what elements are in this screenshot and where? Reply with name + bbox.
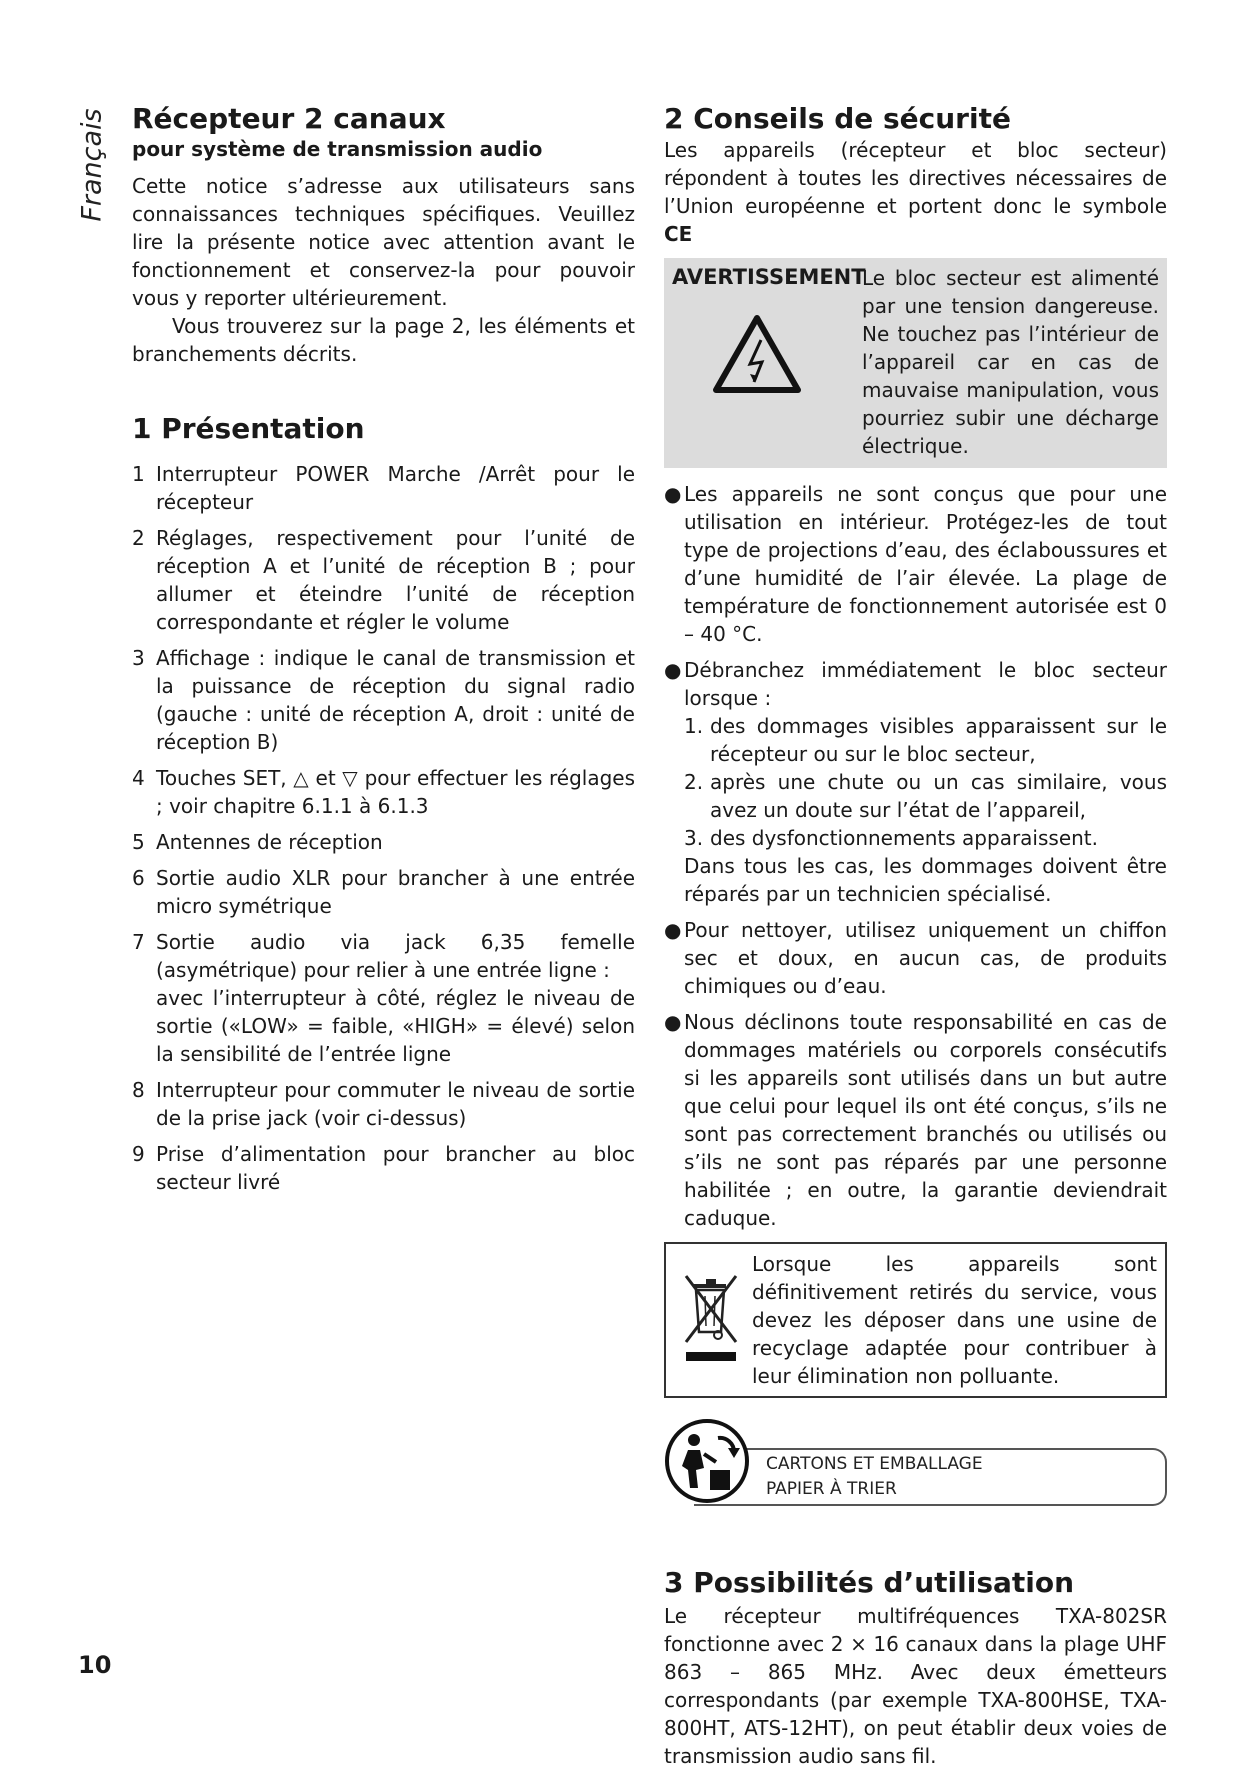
item-number: 6 bbox=[132, 866, 145, 890]
packaging-line-1: CARTONS ET EMBALLAGE bbox=[766, 1454, 983, 1474]
bullet-text: Nous déclinons toute responsabilité en cas de dommages matériels ou corporels consécutifs si les appareils sont utilisés dans un but autre que celui pour lequel ils ont été conçus, s’ils ne sont pas correctement branchés ou utilisés ou s’ils ne sont pas réparés par une personne habilitée ; en outre, la garantie deviendrait caduque. bbox=[684, 1010, 1167, 1230]
list-item bbox=[132, 828, 635, 856]
item-text: Interrupteur POWER Marche /Arrêt pour le récepteur bbox=[156, 462, 635, 514]
high-voltage-warning-icon bbox=[712, 314, 802, 394]
bullet-text: Pour nettoyer, utilisez uniquement un chiffon sec et doux, en aucun cas, de produits chimiques ou d’eau. bbox=[684, 918, 1167, 998]
sub-list-item bbox=[684, 824, 1167, 852]
item-text: Sortie audio via jack 6,35 femelle (asymétrique) pour relier à une entrée ligne : bbox=[156, 930, 635, 982]
safety-list bbox=[664, 480, 1167, 1232]
sub-item-text: des dommages visibles apparaissent sur le récepteur ou sur le bloc secteur, bbox=[710, 714, 1167, 766]
weee-text: Lorsque les appareils sont définitivement retirés du service, vous devez les déposer dans une usine de recyclage adaptée pour contribuer à leur élimination non polluante. bbox=[752, 1252, 1157, 1388]
list-item bbox=[664, 1008, 1167, 1232]
section-2-heading: 2 Conseils de sécurité bbox=[664, 102, 1011, 135]
intro-paragraph-2: Vous trouverez sur la page 2, les éléments et branchements décrits. bbox=[132, 314, 635, 366]
bullet-icon: ● bbox=[664, 918, 682, 942]
unplug-conditions-list bbox=[684, 712, 1167, 852]
sub-item-text: des dysfonctionnements apparaissent. bbox=[710, 826, 1099, 850]
packaging-text bbox=[766, 1452, 983, 1502]
list-item bbox=[132, 864, 635, 920]
left-column bbox=[132, 102, 635, 1204]
bullet-icon: ● bbox=[664, 658, 682, 682]
sub-list-item bbox=[684, 712, 1167, 768]
language-label: Français bbox=[76, 108, 108, 222]
item-text: Affichage : indique le canal de transmission et la puissance de réception du signal radio (gauche : unité de réception A, droit : unité de réception B) bbox=[156, 646, 635, 754]
item-text: Réglages, respectivement pour l’unité de réception A et l’unité de réception B ; pour allumer et éteindre l’unité de réception correspondante et régler le volume bbox=[156, 526, 635, 634]
item-text: Prise d’alimentation pour brancher au bloc secteur livré bbox=[156, 1142, 635, 1194]
item-text: Interrupteur pour commuter le niveau de sortie de la prise jack (voir ci-dessus) bbox=[156, 1078, 635, 1130]
bullet-text: Les appareils ne sont conçus que pour une utilisation en intérieur. Protégez-les de tout type de projections d’eau, des éclaboussures et d’une humidité de l’air élevée. La plage de température de fonctionnement autorisée est 0 – 40 °C. bbox=[684, 482, 1167, 646]
weee-disposal-box bbox=[664, 1242, 1167, 1398]
item-number: 9 bbox=[132, 1142, 145, 1166]
section-1-heading: 1 Présentation bbox=[132, 412, 365, 445]
intro-paragraph: Cette notice s’adresse aux utilisateurs sans connaissances techniques spécifiques. Veuillez lire la présente notice avec attention avant le fonctionnement et conservez-la pour pouvoir vous y reporter ultérieurement. bbox=[132, 174, 635, 310]
warning-text: Le bloc secteur est alimenté par une tension dangereuse. Ne touchez pas l’intérieur de l’appareil car en cas de mauvaise manipulation, vous pourriez subir une décharge électrique. bbox=[862, 266, 1159, 458]
ce-text: Les appareils (récepteur et bloc secteur) répondent à toutes les directives nécessaires de l’Union européenne et portent donc le symbole bbox=[664, 138, 1167, 218]
item-number: 2 bbox=[132, 526, 145, 550]
list-item bbox=[664, 480, 1167, 648]
recycling-person-icon bbox=[664, 1418, 750, 1504]
bullet-outro: Dans tous les cas, les dommages doivent être réparés par un technicien spécialisé. bbox=[684, 854, 1167, 906]
item-text: Sortie audio XLR pour brancher à une entrée micro symétrique bbox=[156, 866, 635, 918]
section-3-text: Le récepteur multifréquences TXA-802SR fonctionne avec 2 × 16 canaux dans la plage UHF 863 – 865 MHz. Avec deux émetteurs correspondants (par exemple TXA-800HSE, TXA-800HT, ATS-12HT), on peut établir deux voies de transmission audio sans fil. bbox=[664, 1604, 1167, 1768]
list-item bbox=[664, 916, 1167, 1000]
item-number: 4 bbox=[132, 766, 145, 790]
list-item bbox=[132, 764, 635, 820]
bullet-icon: ● bbox=[664, 1010, 682, 1034]
language-tab bbox=[62, 100, 122, 230]
item-number: 8 bbox=[132, 1078, 145, 1102]
ce-mark: CE bbox=[664, 222, 693, 246]
page-number: 10 bbox=[78, 1651, 112, 1679]
item-text: Touches SET, △ et ▽ pour effectuer les réglages ; voir chapitre 6.1.1 à 6.1.3 bbox=[156, 766, 635, 818]
section-3-heading: 3 Possibilités d’utilisation bbox=[664, 1566, 1075, 1599]
list-item bbox=[132, 1140, 635, 1196]
packaging-line-2: PAPIER À TRIER bbox=[766, 1479, 897, 1499]
document-title: Récepteur 2 canaux bbox=[132, 102, 446, 135]
item-number: 3 bbox=[132, 646, 145, 670]
list-item bbox=[132, 524, 635, 636]
warning-label: AVERTISSEMENT bbox=[672, 265, 866, 289]
list-item bbox=[132, 1076, 635, 1132]
sub-item-number: 1. bbox=[684, 714, 704, 738]
list-item bbox=[664, 656, 1167, 908]
element-list bbox=[132, 460, 635, 1196]
right-column bbox=[664, 102, 1167, 1770]
item-text-continued: avec l’interrupteur à côté, réglez le niveau de sortie («LOW» = faible, «HIGH» = élevé) selon la sensibilité de l’entrée ligne bbox=[156, 986, 635, 1066]
sub-item-number: 2. bbox=[684, 770, 704, 794]
item-number: 7 bbox=[132, 930, 145, 954]
item-number: 1 bbox=[132, 462, 145, 486]
item-number: 5 bbox=[132, 830, 145, 854]
ce-paragraph bbox=[664, 136, 1167, 248]
list-item bbox=[132, 460, 635, 516]
sub-item-number: 3. bbox=[684, 826, 704, 850]
document-subtitle: pour système de transmission audio bbox=[132, 137, 543, 161]
bullet-text: Débranchez immédiatement le bloc secteur lorsque : bbox=[684, 658, 1167, 710]
list-item bbox=[132, 928, 635, 1068]
sub-item-text: après une chute ou un cas similaire, vous avez un doute sur l’état de l’appareil, bbox=[710, 770, 1167, 822]
item-text: Antennes de réception bbox=[156, 830, 383, 854]
packaging-recycling-note bbox=[664, 1414, 1167, 1514]
bullet-icon: ● bbox=[664, 482, 682, 506]
sub-list-item bbox=[684, 768, 1167, 824]
warning-box bbox=[664, 258, 1167, 468]
list-item bbox=[132, 644, 635, 756]
crossed-bin-icon bbox=[680, 1270, 742, 1370]
